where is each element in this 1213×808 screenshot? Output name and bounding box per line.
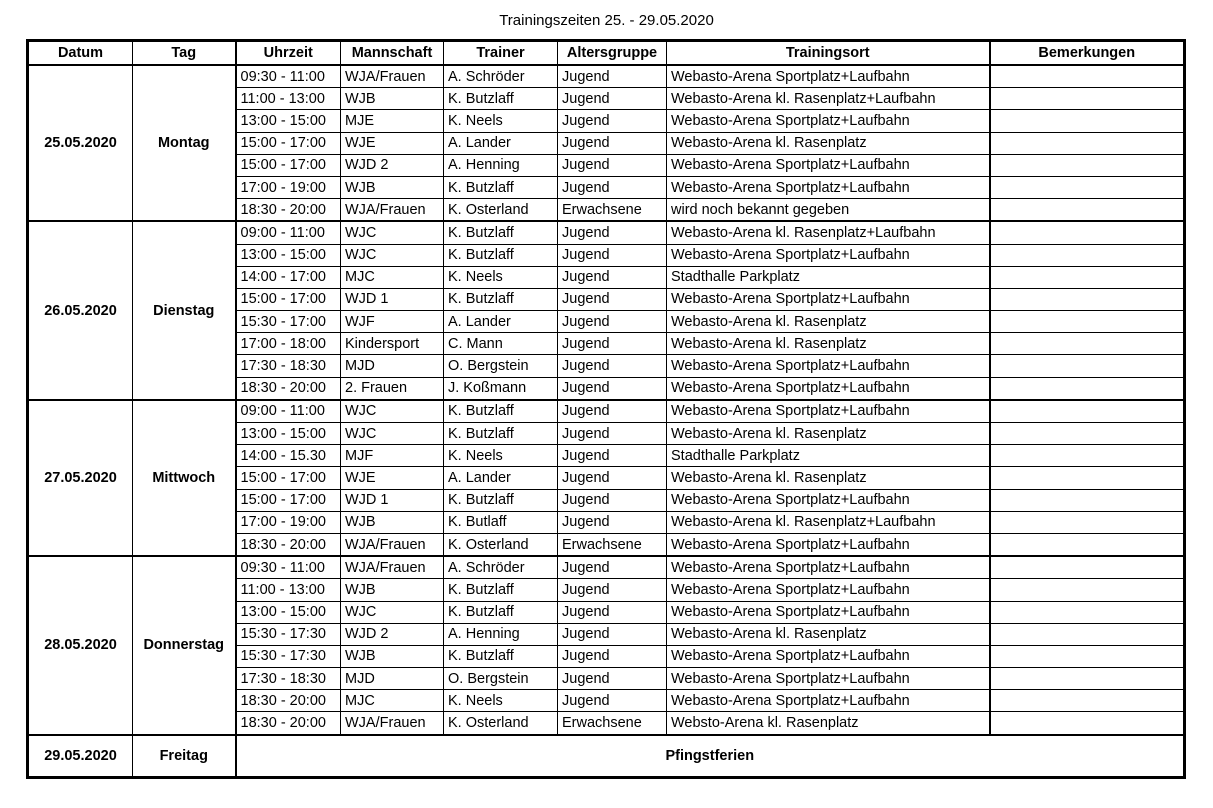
remarks-cell bbox=[990, 400, 1184, 423]
age-group-cell: Erwachsene bbox=[558, 199, 667, 222]
remarks-cell bbox=[990, 377, 1184, 400]
header-datum: Datum bbox=[29, 42, 133, 66]
time-cell: 15:00 - 17:00 bbox=[236, 467, 341, 489]
team-cell: MJC bbox=[341, 690, 444, 712]
trainer-cell: A. Lander bbox=[444, 132, 558, 154]
time-cell: 09:00 - 11:00 bbox=[236, 400, 341, 423]
age-group-cell: Jugend bbox=[558, 266, 667, 288]
location-cell: Websto-Arena kl. Rasenplatz bbox=[667, 712, 990, 735]
location-cell: Webasto-Arena Sportplatz+Laufbahn bbox=[667, 668, 990, 690]
time-cell: 13:00 - 15:00 bbox=[236, 423, 341, 445]
time-cell: 09:30 - 11:00 bbox=[236, 65, 341, 88]
date-cell: 29.05.2020 bbox=[29, 735, 133, 777]
team-cell: WJB bbox=[341, 88, 444, 110]
location-cell: Webasto-Arena Sportplatz+Laufbahn bbox=[667, 288, 990, 310]
team-cell: WJA/Frauen bbox=[341, 199, 444, 222]
remarks-cell bbox=[990, 288, 1184, 310]
location-cell: Webasto-Arena Sportplatz+Laufbahn bbox=[667, 690, 990, 712]
age-group-cell: Jugend bbox=[558, 668, 667, 690]
remarks-cell bbox=[990, 690, 1184, 712]
remarks-cell bbox=[990, 266, 1184, 288]
remarks-cell bbox=[990, 221, 1184, 244]
remarks-cell bbox=[990, 533, 1184, 556]
weekday-cell: Dienstag bbox=[133, 221, 236, 400]
header-altersgruppe: Altersgruppe bbox=[558, 42, 667, 66]
location-cell: Webasto-Arena Sportplatz+Laufbahn bbox=[667, 377, 990, 400]
location-cell: Stadthalle Parkplatz bbox=[667, 445, 990, 467]
header-trainingsort: Trainingsort bbox=[667, 42, 990, 66]
location-cell: Webasto-Arena kl. Rasenplatz bbox=[667, 311, 990, 333]
team-cell: WJA/Frauen bbox=[341, 556, 444, 579]
remarks-cell bbox=[990, 467, 1184, 489]
time-cell: 17:00 - 19:00 bbox=[236, 176, 341, 198]
trainer-cell: K. Butzlaff bbox=[444, 423, 558, 445]
time-cell: 11:00 - 13:00 bbox=[236, 579, 341, 601]
header-trainer: Trainer bbox=[444, 42, 558, 66]
date-cell: 25.05.2020 bbox=[29, 65, 133, 221]
schedule-body bbox=[29, 65, 1184, 776]
remarks-cell bbox=[990, 333, 1184, 355]
location-cell: Webasto-Arena Sportplatz+Laufbahn bbox=[667, 645, 990, 667]
header-tag: Tag bbox=[133, 42, 236, 66]
team-cell: WJE bbox=[341, 132, 444, 154]
location-cell: Webasto-Arena kl. Rasenplatz+Laufbahn bbox=[667, 221, 990, 244]
time-cell: 17:00 - 19:00 bbox=[236, 511, 341, 533]
location-cell: Webasto-Arena Sportplatz+Laufbahn bbox=[667, 489, 990, 511]
remarks-cell bbox=[990, 423, 1184, 445]
location-cell: Webasto-Arena Sportplatz+Laufbahn bbox=[667, 110, 990, 132]
team-cell: WJD 1 bbox=[341, 489, 444, 511]
header-uhrzeit: Uhrzeit bbox=[236, 42, 341, 66]
age-group-cell: Jugend bbox=[558, 65, 667, 88]
holiday-row bbox=[29, 735, 1184, 777]
time-cell: 15:00 - 17:00 bbox=[236, 154, 341, 176]
team-cell: WJA/Frauen bbox=[341, 712, 444, 735]
trainer-cell: K. Neels bbox=[444, 266, 558, 288]
remarks-cell bbox=[990, 645, 1184, 667]
remarks-cell bbox=[990, 154, 1184, 176]
remarks-cell bbox=[990, 65, 1184, 88]
time-cell: 13:00 - 15:00 bbox=[236, 601, 341, 623]
remarks-cell bbox=[990, 199, 1184, 222]
team-cell: WJC bbox=[341, 423, 444, 445]
age-group-cell: Erwachsene bbox=[558, 712, 667, 735]
age-group-cell: Jugend bbox=[558, 489, 667, 511]
time-cell: 15:30 - 17:00 bbox=[236, 311, 341, 333]
remarks-cell bbox=[990, 355, 1184, 377]
age-group-cell: Jugend bbox=[558, 244, 667, 266]
team-cell: WJC bbox=[341, 400, 444, 423]
age-group-cell: Jugend bbox=[558, 579, 667, 601]
remarks-cell bbox=[990, 668, 1184, 690]
age-group-cell: Jugend bbox=[558, 445, 667, 467]
trainer-cell: O. Bergstein bbox=[444, 668, 558, 690]
team-cell: WJA/Frauen bbox=[341, 65, 444, 88]
table-row bbox=[29, 221, 1184, 244]
remarks-cell bbox=[990, 556, 1184, 579]
time-cell: 15:30 - 17:30 bbox=[236, 623, 341, 645]
remarks-cell bbox=[990, 445, 1184, 467]
team-cell: WJA/Frauen bbox=[341, 533, 444, 556]
time-cell: 17:00 - 18:00 bbox=[236, 333, 341, 355]
header-bemerkungen: Bemerkungen bbox=[990, 42, 1184, 66]
trainer-cell: K. Neels bbox=[444, 445, 558, 467]
location-cell: Webasto-Arena Sportplatz+Laufbahn bbox=[667, 601, 990, 623]
location-cell: Webasto-Arena Sportplatz+Laufbahn bbox=[667, 579, 990, 601]
team-cell: WJB bbox=[341, 176, 444, 198]
trainer-cell: K. Butzlaff bbox=[444, 176, 558, 198]
time-cell: 18:30 - 20:00 bbox=[236, 377, 341, 400]
document-title: Trainingszeiten 25. - 29.05.2020 bbox=[499, 12, 714, 29]
location-cell: Webasto-Arena Sportplatz+Laufbahn bbox=[667, 556, 990, 579]
location-cell: Webasto-Arena Sportplatz+Laufbahn bbox=[667, 355, 990, 377]
trainer-cell: K. Butzlaff bbox=[444, 400, 558, 423]
table-row bbox=[29, 65, 1184, 88]
trainer-cell: A. Lander bbox=[444, 467, 558, 489]
time-cell: 17:30 - 18:30 bbox=[236, 355, 341, 377]
location-cell: Webasto-Arena Sportplatz+Laufbahn bbox=[667, 154, 990, 176]
time-cell: 17:30 - 18:30 bbox=[236, 668, 341, 690]
age-group-cell: Jugend bbox=[558, 556, 667, 579]
location-cell: Webasto-Arena kl. Rasenplatz bbox=[667, 132, 990, 154]
team-cell: WJE bbox=[341, 467, 444, 489]
trainer-cell: O. Bergstein bbox=[444, 355, 558, 377]
team-cell: MJE bbox=[341, 110, 444, 132]
weekday-cell: Montag bbox=[133, 65, 236, 221]
remarks-cell bbox=[990, 579, 1184, 601]
remarks-cell bbox=[990, 489, 1184, 511]
header-mannschaft: Mannschaft bbox=[341, 42, 444, 66]
trainer-cell: K. Butzlaff bbox=[444, 645, 558, 667]
team-cell: WJB bbox=[341, 511, 444, 533]
time-cell: 18:30 - 20:00 bbox=[236, 712, 341, 735]
trainer-cell: A. Lander bbox=[444, 311, 558, 333]
age-group-cell: Jugend bbox=[558, 690, 667, 712]
trainer-cell: K. Butzlaff bbox=[444, 88, 558, 110]
date-cell: 26.05.2020 bbox=[29, 221, 133, 400]
time-cell: 15:00 - 17:00 bbox=[236, 489, 341, 511]
trainer-cell: C. Mann bbox=[444, 333, 558, 355]
age-group-cell: Jugend bbox=[558, 355, 667, 377]
remarks-cell bbox=[990, 132, 1184, 154]
time-cell: 13:00 - 15:00 bbox=[236, 244, 341, 266]
age-group-cell: Jugend bbox=[558, 601, 667, 623]
remarks-cell bbox=[990, 712, 1184, 735]
location-cell: Webasto-Arena Sportplatz+Laufbahn bbox=[667, 244, 990, 266]
location-cell: Webasto-Arena kl. Rasenplatz bbox=[667, 423, 990, 445]
age-group-cell: Jugend bbox=[558, 221, 667, 244]
time-cell: 13:00 - 15:00 bbox=[236, 110, 341, 132]
time-cell: 14:00 - 17:00 bbox=[236, 266, 341, 288]
age-group-cell: Jugend bbox=[558, 176, 667, 198]
date-cell: 28.05.2020 bbox=[29, 556, 133, 735]
remarks-cell bbox=[990, 511, 1184, 533]
weekday-cell: Donnerstag bbox=[133, 556, 236, 735]
trainer-cell: J. Koßmann bbox=[444, 377, 558, 400]
location-cell: wird noch bekannt gegeben bbox=[667, 199, 990, 222]
training-schedule-table bbox=[28, 41, 1184, 777]
trainer-cell: K. Osterland bbox=[444, 712, 558, 735]
age-group-cell: Jugend bbox=[558, 110, 667, 132]
age-group-cell: Jugend bbox=[558, 333, 667, 355]
trainer-cell: K. Butlaff bbox=[444, 511, 558, 533]
trainer-cell: K. Neels bbox=[444, 690, 558, 712]
weekday-cell: Mittwoch bbox=[133, 400, 236, 556]
remarks-cell bbox=[990, 623, 1184, 645]
team-cell: 2. Frauen bbox=[341, 377, 444, 400]
trainer-cell: K. Butzlaff bbox=[444, 244, 558, 266]
location-cell: Webasto-Arena kl. Rasenplatz+Laufbahn bbox=[667, 511, 990, 533]
age-group-cell: Jugend bbox=[558, 623, 667, 645]
location-cell: Webasto-Arena kl. Rasenplatz bbox=[667, 623, 990, 645]
age-group-cell: Jugend bbox=[558, 645, 667, 667]
location-cell: Webasto-Arena Sportplatz+Laufbahn bbox=[667, 176, 990, 198]
team-cell: MJF bbox=[341, 445, 444, 467]
trainer-cell: K. Butzlaff bbox=[444, 601, 558, 623]
trainer-cell: K. Osterland bbox=[444, 199, 558, 222]
trainer-cell: A. Henning bbox=[444, 154, 558, 176]
trainer-cell: A. Schröder bbox=[444, 65, 558, 88]
remarks-cell bbox=[990, 176, 1184, 198]
trainer-cell: K. Osterland bbox=[444, 533, 558, 556]
trainer-cell: K. Butzlaff bbox=[444, 489, 558, 511]
time-cell: 09:30 - 11:00 bbox=[236, 556, 341, 579]
time-cell: 18:30 - 20:00 bbox=[236, 690, 341, 712]
age-group-cell: Jugend bbox=[558, 132, 667, 154]
time-cell: 14:00 - 15.30 bbox=[236, 445, 341, 467]
time-cell: 15:00 - 17:00 bbox=[236, 288, 341, 310]
trainer-cell: A. Henning bbox=[444, 623, 558, 645]
team-cell: WJF bbox=[341, 311, 444, 333]
date-cell: 27.05.2020 bbox=[29, 400, 133, 556]
remarks-cell bbox=[990, 244, 1184, 266]
time-cell: 15:00 - 17:00 bbox=[236, 132, 341, 154]
team-cell: WJC bbox=[341, 601, 444, 623]
age-group-cell: Jugend bbox=[558, 154, 667, 176]
weekday-cell: Freitag bbox=[133, 735, 236, 777]
team-cell: MJC bbox=[341, 266, 444, 288]
location-cell: Stadthalle Parkplatz bbox=[667, 266, 990, 288]
team-cell: WJD 2 bbox=[341, 154, 444, 176]
team-cell: WJC bbox=[341, 221, 444, 244]
time-cell: 09:00 - 11:00 bbox=[236, 221, 341, 244]
trainer-cell: A. Schröder bbox=[444, 556, 558, 579]
remarks-cell bbox=[990, 110, 1184, 132]
trainer-cell: K. Neels bbox=[444, 110, 558, 132]
time-cell: 11:00 - 13:00 bbox=[236, 88, 341, 110]
location-cell: Webasto-Arena kl. Rasenplatz+Laufbahn bbox=[667, 88, 990, 110]
trainer-cell: K. Butzlaff bbox=[444, 579, 558, 601]
age-group-cell: Jugend bbox=[558, 400, 667, 423]
age-group-cell: Jugend bbox=[558, 511, 667, 533]
time-cell: 18:30 - 20:00 bbox=[236, 533, 341, 556]
trainer-cell: K. Butzlaff bbox=[444, 288, 558, 310]
team-cell: MJD bbox=[341, 668, 444, 690]
location-cell: Webasto-Arena Sportplatz+Laufbahn bbox=[667, 65, 990, 88]
team-cell: WJD 1 bbox=[341, 288, 444, 310]
remarks-cell bbox=[990, 88, 1184, 110]
age-group-cell: Jugend bbox=[558, 288, 667, 310]
time-cell: 18:30 - 20:00 bbox=[236, 199, 341, 222]
age-group-cell: Jugend bbox=[558, 311, 667, 333]
remarks-cell bbox=[990, 311, 1184, 333]
location-cell: Webasto-Arena Sportplatz+Laufbahn bbox=[667, 400, 990, 423]
table-row bbox=[29, 556, 1184, 579]
time-cell: 15:30 - 17:30 bbox=[236, 645, 341, 667]
age-group-cell: Erwachsene bbox=[558, 533, 667, 556]
location-cell: Webasto-Arena kl. Rasenplatz bbox=[667, 333, 990, 355]
holiday-note: Pfingstferien bbox=[236, 735, 1184, 777]
age-group-cell: Jugend bbox=[558, 88, 667, 110]
team-cell: Kindersport bbox=[341, 333, 444, 355]
age-group-cell: Jugend bbox=[558, 467, 667, 489]
remarks-cell bbox=[990, 601, 1184, 623]
location-cell: Webasto-Arena Sportplatz+Laufbahn bbox=[667, 533, 990, 556]
team-cell: WJB bbox=[341, 645, 444, 667]
team-cell: WJD 2 bbox=[341, 623, 444, 645]
team-cell: MJD bbox=[341, 355, 444, 377]
age-group-cell: Jugend bbox=[558, 377, 667, 400]
age-group-cell: Jugend bbox=[558, 423, 667, 445]
location-cell: Webasto-Arena kl. Rasenplatz bbox=[667, 467, 990, 489]
table-row bbox=[29, 400, 1184, 423]
team-cell: WJC bbox=[341, 244, 444, 266]
header-row bbox=[29, 42, 1184, 66]
team-cell: WJB bbox=[341, 579, 444, 601]
trainer-cell: K. Butzlaff bbox=[444, 221, 558, 244]
